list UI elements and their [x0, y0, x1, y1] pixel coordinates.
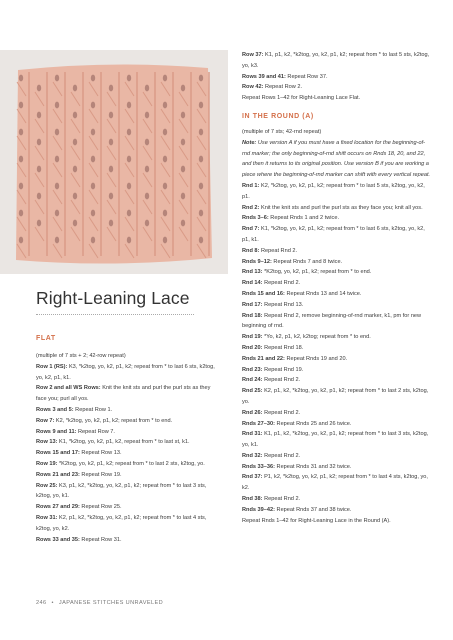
eyelet [199, 102, 203, 109]
instruction-text: Repeat Rnds 7 and 8 twice. [271, 258, 343, 265]
instruction-text: Repeat Rnd 2. [262, 409, 301, 416]
instruction-label: Rnd 26: [242, 409, 263, 416]
instruction-line [242, 203, 432, 214]
instruction-text: *K2tog, yo, k2, p1, k2; repeat from * to end. [262, 269, 372, 276]
eyelet [91, 102, 95, 109]
flat-section [36, 334, 222, 545]
instruction-line [242, 429, 432, 451]
instruction-line [242, 419, 432, 430]
instruction-text: K2, *k2tog, yo, k2, p1, k2; repeat from * to end. [54, 417, 173, 424]
instruction-line [242, 257, 432, 268]
instruction-text: Repeat Rnd 13. [262, 301, 304, 308]
instruction-text: Repeat Row 7. [76, 428, 115, 435]
pattern-title: Right-Leaning Lace [36, 288, 190, 308]
eyelet [37, 112, 41, 119]
eyelet [109, 193, 113, 200]
instruction-text: Repeat Row 1. [73, 406, 113, 413]
instruction-text: (multiple of 7 sts + 2; 42-row repeat) [36, 353, 126, 359]
instruction-line [36, 513, 222, 535]
eyelet [37, 193, 41, 200]
instruction-label: Rnd 13: [242, 269, 263, 276]
instruction-label: Rnd 37: [242, 474, 263, 481]
instruction-line [242, 267, 432, 278]
eyelet [19, 102, 23, 109]
eyelet [55, 210, 59, 217]
instruction-line [36, 405, 222, 416]
instruction-label: Rnds 33–36: [242, 463, 275, 470]
eyelet [37, 85, 41, 92]
instruction-line [242, 72, 432, 83]
instruction-label: Rows 9 and 11: [36, 428, 77, 435]
eyelet [163, 183, 167, 190]
instruction-text: Repeat Rnd 2. [259, 247, 298, 254]
instruction-line [36, 437, 222, 448]
eyelet [127, 129, 131, 136]
swatch-photo [0, 50, 228, 274]
flat-instructions-continued [242, 50, 432, 104]
eyelet [163, 156, 167, 163]
instruction-line [36, 481, 222, 503]
note-text: Use version A if you must have a fixed location for the beginning-of-rnd marker; the only beginning-of-rnd shift occurs on Rnds 18, 20, and 22, and then it returns to its original position. Use version B if you are working a piece where the beginning-of-rnd marker can shift with every vertical repeat. [242, 139, 431, 179]
instruction-label: Rows 15 and 17: [36, 450, 80, 457]
instruction-text: K2, p1, k2, *k2tog, yo, k2, p1, k2; repeat from * to last 4 sts, k2tog, yo, k2. [36, 514, 207, 532]
instruction-label: Rnd 18: [242, 312, 263, 319]
instruction-text: Repeat Rnds 19 and 20. [284, 355, 348, 362]
round-heading: IN THE ROUND (A) [242, 112, 314, 120]
instruction-label: Rnd 7: [242, 226, 260, 233]
instruction-text: Repeat Rnd 2, remove beginning-of-rnd marker, k1, pm for new beginning of rnd. [242, 312, 422, 330]
instruction-text: K1, p1, k2, *k2tog, yo, k2, p1, k2; repeat from * to last 3 sts, k2tog, yo, k1. [242, 431, 429, 449]
eyelet [37, 139, 41, 146]
eyelet [55, 237, 59, 244]
eyelet [19, 183, 23, 190]
instruction-text: Repeat Rnds 25 and 26 twice. [274, 420, 352, 427]
instruction-text: Repeat Row 31. [79, 536, 122, 543]
instruction-label: Row 42: [242, 84, 264, 91]
eyelet [181, 139, 185, 146]
instruction-label: Rnd 14: [242, 280, 263, 287]
instruction-text: Repeat Row 37. [285, 73, 328, 80]
instruction-line [242, 505, 432, 516]
instruction-label: Row 19: [36, 460, 58, 467]
eyelet [163, 210, 167, 217]
eyelet [19, 129, 23, 136]
eyelet [73, 193, 77, 200]
eyelet [163, 237, 167, 244]
instruction-label: Rnd 38: [242, 496, 263, 503]
eyelet [91, 210, 95, 217]
eyelet [91, 183, 95, 190]
instruction-text: Repeat Rnd 18. [262, 344, 304, 351]
round-note [242, 138, 432, 181]
eyelet [181, 166, 185, 173]
eyelet [199, 156, 203, 163]
instruction-label: Rnds 27–30: [242, 420, 275, 427]
instruction-label: Rnd 23: [242, 366, 263, 373]
eyelet [127, 156, 131, 163]
eyelet [163, 129, 167, 136]
instruction-line [36, 383, 222, 405]
instruction-line [36, 416, 222, 427]
instruction-line [242, 311, 432, 333]
eyelet [19, 156, 23, 163]
eyelet [37, 166, 41, 173]
instruction-label: Row 31: [36, 514, 58, 521]
eyelet [145, 139, 149, 146]
eyelet [55, 75, 59, 82]
instruction-line [242, 375, 432, 386]
instruction-line [242, 246, 432, 257]
instruction-label: Row 2 and all WS Rows: [36, 385, 101, 392]
instruction-text: Repeat Rnds 13 and 14 twice. [284, 290, 362, 297]
title-divider [36, 314, 194, 315]
instruction-line [36, 535, 222, 546]
instruction-text: Repeat Rnd 19. [262, 366, 304, 373]
swatch-fabric [16, 64, 212, 263]
eyelet [199, 75, 203, 82]
eyelet [109, 139, 113, 146]
instruction-line [242, 472, 432, 494]
instruction-line [242, 300, 432, 311]
instruction-line [242, 343, 432, 354]
instruction-text: K2, *k2tog, yo, k2, p1, k2; repeat from * to last 5 sts, k2tog, yo, k2, p1. [242, 182, 425, 200]
eyelet [145, 85, 149, 92]
eyelet [127, 75, 131, 82]
instruction-text: K2, p1, k2, *k2tog, yo, k2, p1, k2; repeat from * to last 2 sts, k2tog, yo. [242, 388, 429, 405]
eyelet [73, 85, 77, 92]
instruction-text: Repeat Rnd 2. [262, 377, 301, 384]
eyelet [91, 129, 95, 136]
instruction-text: Knit the knit sts and purl the purl sts as they face you; knit all yos. [259, 204, 423, 211]
instruction-line [242, 93, 432, 104]
instruction-text: Repeat Rnds 1 and 2 twice. [268, 215, 340, 222]
instruction-text: Repeat Row 19. [79, 471, 122, 478]
instruction-line [242, 462, 432, 473]
eyelet [73, 220, 77, 227]
eyelet [127, 102, 131, 109]
footer-separator: • [51, 600, 54, 606]
instruction-label: Rows 3 and 5: [36, 406, 74, 413]
eyelet [109, 220, 113, 227]
instruction-line [242, 332, 432, 343]
eyelet [91, 75, 95, 82]
instruction-line [36, 427, 222, 438]
instruction-line [36, 502, 222, 513]
eyelet [127, 183, 131, 190]
instruction-label: Rnd 2: [242, 204, 260, 211]
instruction-text: Repeat Rnds 37 and 38 twice. [274, 506, 352, 513]
instruction-text: K1, p1, k2, *k2tog, yo, k2, p1, k2; repeat from * to last 5 sts, k2tog, yo, k3. [242, 52, 430, 69]
instruction-text: Repeat Row 13. [79, 450, 122, 457]
instruction-line [242, 278, 432, 289]
instruction-text: K3, p1, k2, *k2tog, yo, k2, p1, k2; repeat from * to last 3 sts, k2tog, yo, k1. [36, 482, 207, 500]
instruction-label: Rnds 3–6: [242, 215, 269, 222]
instruction-label: Rnd 8: [242, 247, 260, 254]
instruction-line [242, 82, 432, 93]
instruction-text: Repeat Rnd 2. [262, 496, 301, 503]
knitted-swatch-image [0, 50, 228, 274]
instruction-text: P1, k2, *k2tog, yo, k2, p1, k2; repeat from * to last 4 sts, k2tog, yo, k2. [242, 474, 428, 492]
instruction-line [242, 365, 432, 376]
instruction-text: K3, *k2tog, yo, k2, p1, k2; repeat from * to last 6 sts, k2tog, yo, k2, p1, k1. [36, 363, 215, 381]
eyelet [19, 237, 23, 244]
instruction-line [36, 448, 222, 459]
round-instructions [242, 181, 432, 527]
eyelet [163, 75, 167, 82]
instruction-text: Repeat Rnds 31 and 32 twice. [274, 463, 352, 470]
eyelet [55, 102, 59, 109]
flat-heading: FLAT [36, 335, 56, 342]
round-repeat: (multiple of 7 sts; 42-rnd repeat) [242, 128, 322, 135]
eyelet [73, 112, 77, 119]
instruction-line [242, 213, 432, 224]
instruction-line [242, 408, 432, 419]
eyelet [145, 220, 149, 227]
eyelet [109, 85, 113, 92]
instruction-label: Rnd 25: [242, 388, 263, 395]
eyelet [199, 183, 203, 190]
instruction-text: *K2tog, yo, k2, p1, k2; repeat from * to last 2 sts, k2tog, yo. [57, 460, 205, 467]
instruction-label: Rnd 19: [242, 334, 263, 341]
instruction-text: K1, *k2tog, yo, k2, p1, k2; repeat from * to last 6 sts, k2tog, yo, k2, p1, k1. [242, 226, 425, 243]
instruction-label: Rnd 32: [242, 452, 263, 459]
instruction-label: Row 13: [36, 439, 58, 446]
book-title: JAPANESE STITCHES UNRAVELED [58, 600, 164, 606]
instruction-line [242, 354, 432, 365]
instruction-label: Rnds 15 and 16: [242, 290, 285, 297]
eyelet [127, 210, 131, 217]
instruction-label: Rnd 20: [242, 344, 263, 351]
instruction-text: K1, *k2tog, yo, k2, p1, k2, repeat from * to last st, k1. [57, 439, 190, 446]
right-column [242, 50, 432, 526]
eyelet [199, 237, 203, 244]
eyelet [19, 75, 23, 82]
eyelet [145, 166, 149, 173]
eyelet [55, 183, 59, 190]
eyelet [145, 193, 149, 200]
instruction-line [36, 459, 222, 470]
instruction-text: Repeat Row 2. [263, 84, 303, 91]
eyelet [73, 139, 77, 146]
instruction-label: Rnd 31: [242, 431, 263, 438]
instruction-text: Repeat Row 25. [79, 504, 122, 511]
instruction-line [242, 386, 432, 408]
instruction-label: Row 1 (RS): [36, 363, 68, 370]
eyelet [145, 112, 149, 119]
eyelet [91, 237, 95, 244]
eyelet [181, 112, 185, 119]
eyelet [55, 129, 59, 136]
eyelet [109, 112, 113, 119]
instruction-line [242, 516, 432, 527]
instruction-line [242, 494, 432, 505]
eyelet [181, 193, 185, 200]
instruction-label: Rnd 1: [242, 182, 260, 189]
instruction-label: Row 7: [36, 417, 55, 424]
eyelet [181, 85, 185, 92]
instruction-label: Rows 39 and 41: [242, 73, 286, 80]
instruction-label: Rnds 9–12: [242, 258, 272, 265]
eyelet [199, 210, 203, 217]
instruction-label: Row 25: [36, 482, 58, 489]
instruction-label: Rows 21 and 23: [36, 471, 80, 478]
eyelet [109, 166, 113, 173]
page-number: 246 [36, 600, 47, 606]
instruction-line [242, 181, 432, 203]
instruction-label: Rows 33 and 35: [36, 536, 80, 543]
instruction-text: Repeat Rnd 2. [262, 280, 301, 287]
instruction-label: Row 37: [242, 52, 264, 58]
eyelet [91, 156, 95, 163]
instruction-label: Rnd 24: [242, 377, 263, 384]
instruction-line [242, 224, 432, 246]
instruction-label: Rows 27 and 29: [36, 504, 80, 511]
instruction-text: Repeat Rnd 2. [262, 452, 301, 459]
eyelet [55, 156, 59, 163]
page-footer [36, 600, 163, 606]
eyelet [163, 102, 167, 109]
note-label: Note: [242, 139, 257, 146]
instruction-text: Knit the knit sts and purl the purl sts as they face you; purl all yos. [36, 385, 211, 403]
eyelet [37, 220, 41, 227]
instruction-label: Rnd 17: [242, 301, 263, 308]
eyelet [127, 237, 131, 244]
instruction-text: Repeat Rows 1–42 for Right-Leaning Lace Flat. [242, 95, 361, 102]
instruction-line [242, 50, 432, 72]
eyelet [199, 129, 203, 136]
instruction-text: *Yo, k2, p1, k2, k2tog; repeat from * to end. [262, 334, 371, 341]
instruction-line [36, 351, 222, 362]
flat-instructions [36, 351, 222, 545]
eyelet [181, 220, 185, 227]
eyelet [73, 166, 77, 173]
instruction-text: Repeat Rnds 1–42 for Right-Leaning Lace in the Round (A). [242, 517, 391, 524]
instruction-label: Rnds 39–42: [242, 506, 275, 513]
instruction-label: Rnds 21 and 22: [242, 355, 285, 362]
instruction-line [36, 362, 222, 384]
instruction-line [242, 451, 432, 462]
instruction-line [36, 470, 222, 481]
instruction-line [242, 289, 432, 300]
eyelet [19, 210, 23, 217]
